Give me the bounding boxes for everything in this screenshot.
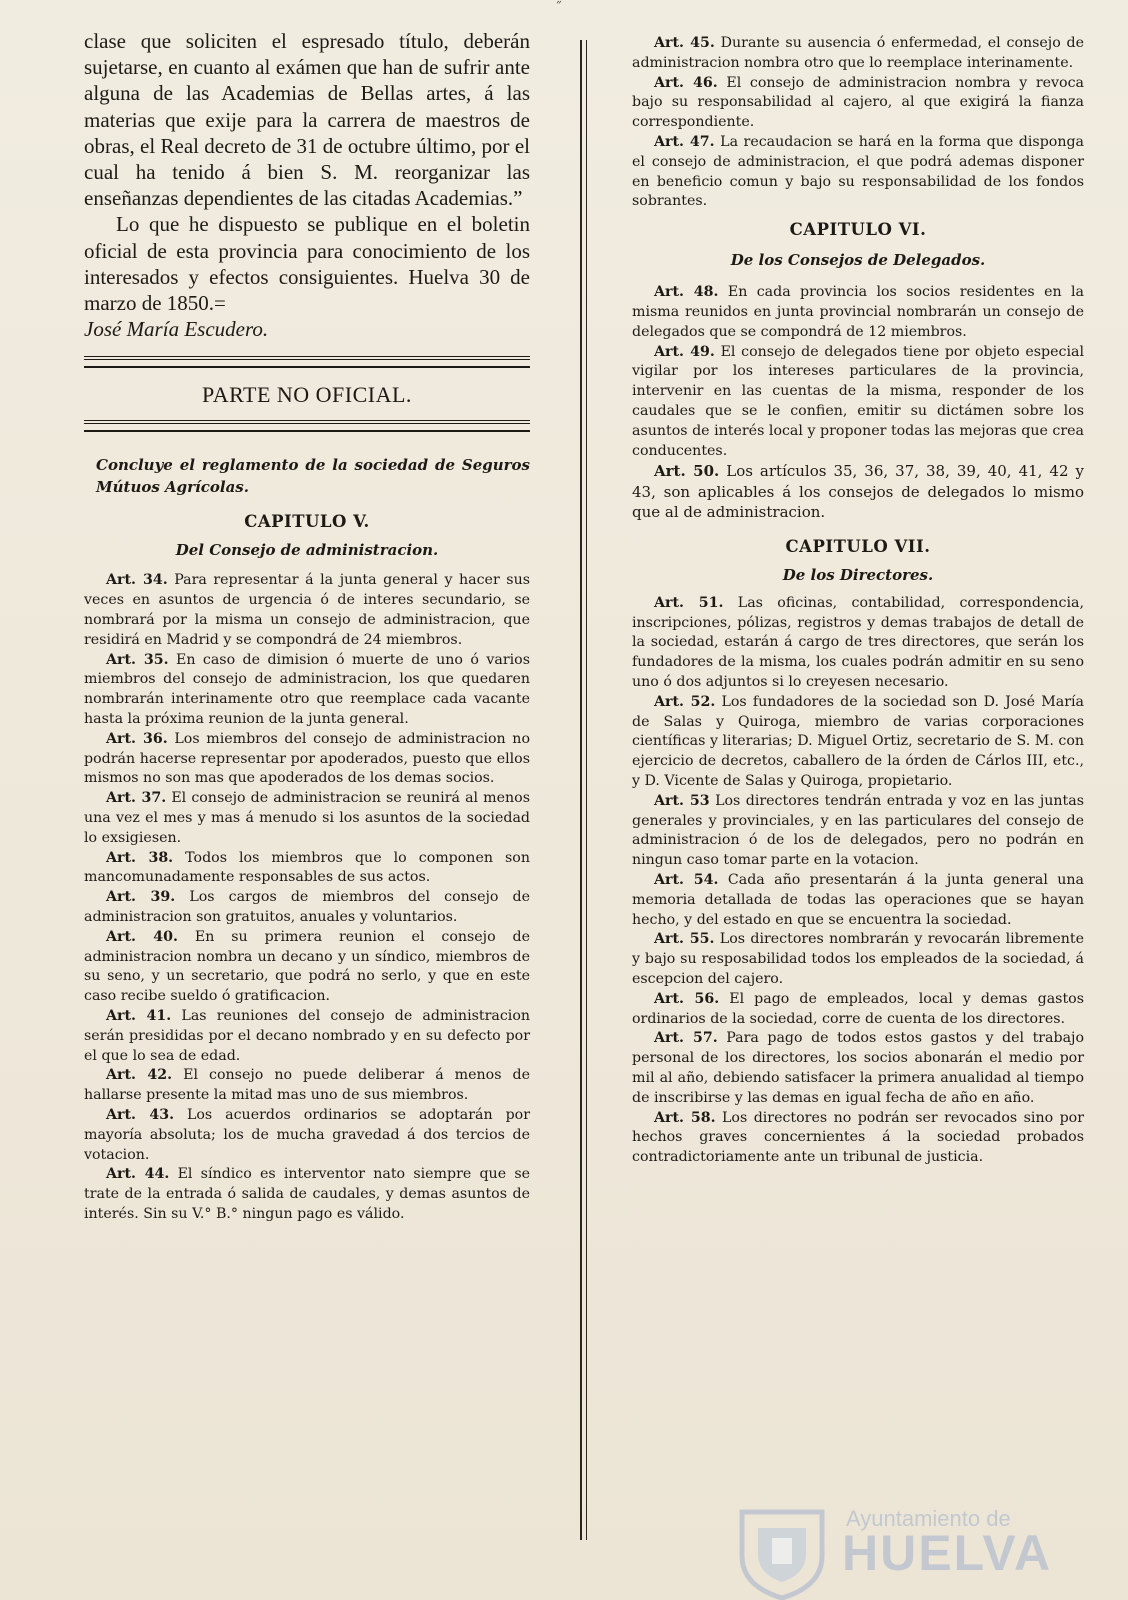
article: Art. 43. Los acuerdos ordinarios se adoptarán por mayoría absoluta; los de mucha gravedad á dos tercios de votacion. [84,1106,530,1163]
article: Art. 45. Durante su ausencia ó enfermedad, el consejo de administracion nombra otro que lo reemplace interinamente. [632,35,1084,71]
column-divider [580,40,582,1540]
article: Art. 48. En cada provincia los socios residentes en la misma reunidos en junta provincial nombrarán un consejo de delegados que se compondrá de 12 miembros. [632,284,1084,340]
article: Art. 55. Los directores nombrarán y revocarán libremente y bajo su resposabilidad todos los empleados de la sociedad, á escepcion del cajero. [632,931,1084,987]
chapter-5-title: CAPITULO V. [244,512,370,532]
article: Art. 46. El consejo de administracion nombra y revoca bajo su responsabilidad al cajero, al que exigirá la fianza correspondiente. [632,74,1084,131]
article: Art. 38. Todos los miembros que lo componen son mancomunadamente responsables de sus actos. [84,849,530,886]
watermark-line1: Ayuntamiento de [846,1506,1011,1531]
watermark-line2: HUELVA [842,1525,1053,1581]
article: Art. 50. Los artículos 35, 36, 37, 38, 39, 40, 41, 42 y 43, son aplicables á los consejos de delegados lo mismo que al de administracion. [632,462,1084,522]
chapter-5-subtitle: Del Consejo de administracion. [175,541,439,560]
section-rule-bottom [84,420,530,432]
watermark [728,1500,1108,1600]
signature: José María Escudero. [84,317,269,342]
article: Art. 52. Los fundadores de la sociedad son D. José María de Salas y Quiroga, miembro de varias corporaciones científicas y literarias; D. Miguel Ortiz, secretario de S. M. con ejercicio de decretos, caballero de la órden de Cárlos III, etc., y D. Vicente de Salas y Quiroga, propietario. [632,693,1084,790]
reglamento-intro: Concluye el reglamento de la sociedad de Seguros Mútuos Agrícolas. [96,456,530,497]
chapter-7-articles [632,594,1084,1168]
article: Art. 36. Los miembros del consejo de administracion no podrán hacerse representar por apoderados, puesto que ellos mismos no son mas que apoderados de los demas socios. [84,730,530,787]
intro-paragraph: clase que soliciten el espresado título, deberán sujetarse, en cuanto al exámen que han de sufrir ante alguna de las Academias de Bellas artes, á las materias que exije para la carrera de maestros de obras, el Real decreto de 31 de octubre último, por el cual ha tenido á bien S. M. reorganizar las enseñanzas dependientes de las citadas Academias.” [84,29,530,211]
city-crest-icon [728,1504,836,1600]
chapter-5-articles [84,571,530,1224]
article: Art. 34. Para representar á la junta general y hacer sus veces en asuntos de urgencia ó de interes secundario, se nombrará por la misma un consejo de administracion, que residirá en Madrid y se compondrá de 24 miembros. [84,572,530,648]
article: Art. 47. La recaudacion se hará en la forma que disponga el consejo de administracion, el que podrá ademas disponer en beneficio comun y bajo su responsabilidad de los fondos sobrantes. [632,133,1084,210]
chapter-5-articles-continued [632,34,1084,212]
chapter-7-subtitle: De los Directores. [782,565,934,584]
article: Art. 57. Para pago de todos estos gastos y del trabajo personal de los directores, los socios abonarán el medio por mil al año, debiendo satisfacer la primera anualidad al tiempo de inscribirse y las demas en igual fecha de año en año. [632,1030,1084,1106]
corner-mark: ˝ [555,0,562,16]
article: Art. 44. El síndico es interventor nato siempre que se trate de la entrada ó salida de caudales, y demas asuntos de interés. Sin su V.° B.° ningun pago es válido. [84,1166,530,1222]
article: Art. 42. El consejo no puede deliberar á menos de hallarse presente la mitad mas uno de sus miembros. [84,1067,530,1104]
article: Art. 49. El consejo de delegados tiene por objeto especial vigilar por los intereses particulares de la provincia, intervenir en las cuentas de la misma, responder de los caudales que se le confien, emitir su dictámen sobre los asuntos de interés local y proponer todas las mejoras que crea conducentes. [632,343,1084,459]
article: Art. 41. Las reuniones del consejo de administracion serán presididas por el decano nombrado y en su defecto por el que lo sea de edad. [84,1007,530,1064]
article: Art. 53 Los directores tendrán entrada y voz en las juntas generales y provinciales, y en las particulares del consejo de administracion ó de los de delegados, pero no podrán en ningun caso tomar parte en la votacion. [632,792,1084,869]
article: Art. 40. En su primera reunion el consejo de administracion nombra un decano y un síndico, miembros de su seno, y un secretario, que podrá no serlo, y que en este caso recibe sueldo ó gratificacion. [84,928,530,1005]
closing-text: Lo que he dispuesto se publique en el boletin oficial de esta provincia para conocimiento de los interesados y efectos consiguientes. Huelva 30 de marzo de 1850.= [84,212,530,316]
chapter-6-articles [632,283,1084,523]
article: Art. 58. Los directores no podrán ser revocados sino por hechos graves concernientes á la sociedad probados contradictoriamente ante un tribunal de justicia. [632,1109,1084,1166]
article: Art. 54. Cada año presentarán á la junta general una memoria detallada de todas las operaciones que se hayan hecho, y del estado en que se encuentra la sociedad. [632,872,1084,928]
article: Art. 56. El pago de empleados, local y demas gastos ordinarios de la sociedad, corre de cuenta de los directores. [632,990,1084,1027]
closing-paragraph [84,211,530,342]
section-title: PARTE NO OFICIAL. [202,382,412,408]
chapter-7-title: CAPITULO VII. [785,536,931,556]
chapter-6-subtitle: De los Consejos de Delegados. [730,251,986,270]
left-column [84,28,530,1225]
article: Art. 35. En caso de dimision ó muerte de uno ó varios miembros del consejo de administracion, los que quedaren nombrarán interinamente otro que reemplace cada vacante hasta la próxima reunion de la junta general. [84,651,530,728]
article: Art. 37. El consejo de administracion se reunirá al menos una vez el mes y mas á menudo si los asuntos de la sociedad lo exsigiesen. [84,790,530,846]
right-column [632,34,1084,1168]
column-divider-inner [586,40,587,1540]
article: Art. 51. Las oficinas, contabilidad, correspondencia, inscripciones, pólizas, registros y demas trabajos de detall de la sociedad, estarán á cargo de tres directores, que serán los fundadores de la misma, los cuales podrán admitir en su seno uno ó dos adjuntos si lo creyesen necesario. [632,594,1084,691]
chapter-6-title: CAPITULO VI. [789,220,927,240]
section-rule-top [84,356,530,368]
article: Art. 39. Los cargos de miembros del consejo de administracion son gratuitos, anuales y voluntarios. [84,889,530,925]
